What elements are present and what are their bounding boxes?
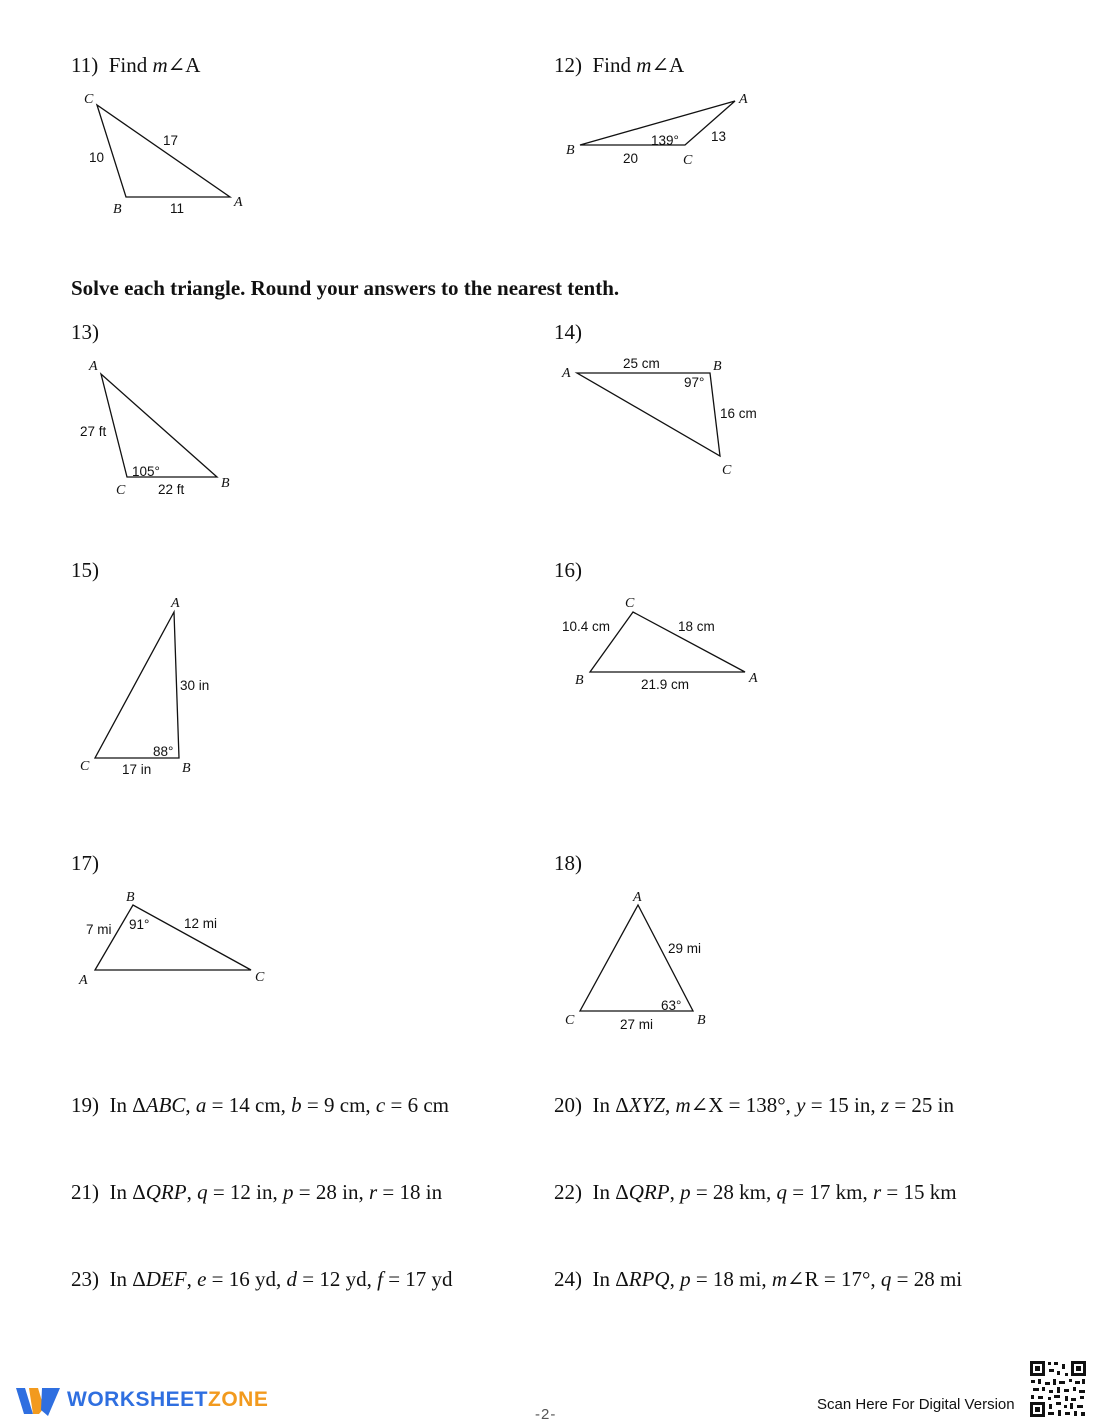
side-label-ab: 29 mi [668, 941, 702, 956]
math-text: , [185, 1093, 196, 1117]
vertex-label-b: B [126, 890, 135, 905]
math-text: In Δ [109, 1180, 146, 1204]
math-variable: d [286, 1267, 297, 1291]
math-text: = 25 in [889, 1093, 955, 1117]
vertex-label-b: B [575, 673, 584, 688]
problem-19: 19) In ΔABC, a = 14 cm, b = 9 cm, c = 6 cm [71, 1093, 449, 1117]
math-variable: e [197, 1267, 207, 1291]
problem-12-prompt: 12) Find m∠A [554, 53, 685, 77]
vertex-label-c: C [625, 596, 635, 611]
math-text: , [186, 1180, 198, 1204]
problem-20-text [593, 1093, 955, 1117]
page-number: -2- [535, 1406, 557, 1423]
side-label-cb: 27 mi [620, 1017, 654, 1032]
vertex-label-b: B [697, 1013, 706, 1028]
math-variable: m [771, 1267, 788, 1291]
math-variable: XYZ [628, 1093, 665, 1117]
math-text: = 28 km, [690, 1180, 777, 1204]
vertex-label-b: B [182, 761, 191, 776]
problem-20: 20) In ΔXYZ, m∠X = 138°, y = 15 in, z = 25 in [554, 1093, 955, 1117]
math-text: = 12 yd, [297, 1267, 378, 1291]
vertex-label-c: C [683, 153, 693, 168]
math-variable: c [375, 1093, 386, 1117]
vertex-label-c: C [255, 970, 265, 985]
side-label-bc: 20 [623, 151, 639, 166]
math-text: = 15 in, [805, 1093, 881, 1117]
side-label-cb: 10 [89, 150, 105, 165]
vertex-label-a: A [749, 671, 758, 686]
math-text: = 28 mi [891, 1267, 963, 1291]
worksheetzone-logo-icon [14, 1384, 62, 1420]
math-variable: q [880, 1267, 892, 1291]
vertex-label-b: B [221, 476, 230, 491]
triangle-figure-18 [560, 883, 730, 1043]
vertex-label-a: A [739, 92, 748, 107]
math-variable: r [368, 1180, 378, 1204]
math-text: = 17 yd [382, 1267, 453, 1291]
math-text: In Δ [109, 1267, 146, 1291]
angle-label-b: 91° [129, 917, 150, 932]
math-text: In Δ [592, 1180, 629, 1204]
problem-19-text [110, 1093, 450, 1117]
math-text: , [669, 1180, 681, 1204]
math-variable: b [291, 1093, 302, 1117]
math-variable: QRP [145, 1180, 187, 1204]
problem-23: 23) In ΔDEF, e = 16 yd, d = 12 yd, f = 17 yd [71, 1267, 453, 1291]
math-variable: y [796, 1093, 806, 1117]
vertex-label-b: B [113, 202, 122, 217]
math-text: = 17 km, [787, 1180, 873, 1204]
math-variable: ABC [145, 1093, 186, 1117]
math-variable: z [880, 1093, 890, 1117]
math-text: = 16 yd, [206, 1267, 287, 1291]
triangle-16 [590, 612, 745, 672]
math-variable: q [776, 1180, 788, 1204]
vertex-label-b: B [713, 359, 722, 374]
math-text: , [664, 1093, 676, 1117]
vertex-label-a: A [234, 195, 243, 210]
side-label-ba: 11 [170, 201, 185, 216]
brand-name: WORKSHEETZONE [67, 1388, 269, 1411]
math-text: = 12 in, [207, 1180, 284, 1204]
scan-caption: Scan Here For Digital Version [817, 1396, 1015, 1413]
vertex-label-c: C [84, 92, 94, 107]
problem-15-label: 15) [71, 558, 99, 582]
side-label-bc: 12 mi [184, 916, 218, 931]
problem-18-label: 18) [554, 851, 582, 875]
math-variable: q [197, 1180, 208, 1204]
problem-14-label: 14) [554, 320, 582, 344]
side-label-ab: 30 in [180, 678, 210, 693]
vertex-label-c: C [116, 483, 126, 498]
math-text: ∠X = 138°, [690, 1093, 797, 1117]
math-variable: p [283, 1180, 294, 1204]
math-text: , [669, 1267, 681, 1291]
vertex-label-b: B [566, 143, 575, 158]
problem-24-text [593, 1267, 963, 1291]
math-variable: f [377, 1267, 383, 1291]
math-text: , [186, 1267, 198, 1291]
math-variable: p [680, 1267, 691, 1291]
vertex-label-a: A [171, 596, 180, 611]
side-label-ac: 27 ft [80, 424, 107, 439]
problem-22: 22) In ΔQRP, p = 28 km, q = 17 km, r = 15 km [554, 1180, 957, 1204]
math-variable: m [675, 1093, 691, 1117]
triangle-11 [97, 105, 230, 197]
problem-17-label: 17) [71, 851, 99, 875]
problem-21-text [110, 1180, 443, 1204]
triangle-figure-13 [70, 350, 270, 500]
math-text: In Δ [109, 1093, 146, 1117]
math-text: = 14 cm, [206, 1093, 292, 1117]
triangle-figure-16 [555, 590, 775, 700]
triangle-18 [580, 905, 693, 1011]
problem-23-text [110, 1267, 453, 1291]
side-label-cb: 22 ft [158, 482, 185, 497]
math-variable: a [195, 1093, 207, 1117]
math-text: = 18 mi, [690, 1267, 772, 1291]
vertex-label-a: A [79, 973, 88, 988]
triangle-13 [101, 374, 217, 477]
angle-label-c: 105° [132, 464, 160, 479]
math-variable: r [872, 1180, 882, 1204]
vertex-label-a: A [562, 366, 571, 381]
math-variable: RPQ [628, 1267, 670, 1291]
side-label-bc: 10.4 cm [562, 619, 611, 634]
math-text: = 18 in [377, 1180, 443, 1204]
section-instruction: Solve each triangle. Round your answers to the nearest tenth. [71, 276, 620, 300]
angle-label-b: 88° [153, 744, 174, 759]
triangle-17 [95, 905, 251, 970]
vertex-label-c: C [80, 759, 90, 774]
triangle-figure-11 [70, 85, 270, 225]
math-text: = 15 km [881, 1180, 957, 1204]
angle-label-c: 139° [651, 133, 679, 148]
qr-code-icon[interactable] [1029, 1360, 1087, 1418]
math-variable: DEF [145, 1267, 187, 1291]
math-text: In Δ [592, 1093, 629, 1117]
math-text: In Δ [592, 1267, 629, 1291]
side-label-ab: 25 cm [623, 356, 660, 371]
side-label-ca: 17 [163, 133, 179, 148]
problem-16-label: 16) [554, 558, 582, 582]
triangle-figure-14 [555, 350, 785, 490]
problem-13-label: 13) [71, 320, 99, 344]
side-label-cb: 17 in [122, 762, 152, 777]
angle-label-b: 63° [661, 998, 682, 1013]
problem-24: 24) In ΔRPQ, p = 18 mi, m∠R = 17°, q = 28 mi [554, 1267, 963, 1291]
triangle-figure-17 [70, 883, 290, 993]
vertex-label-c: C [565, 1013, 575, 1028]
vertex-label-a: A [89, 359, 98, 374]
math-text: ∠R = 17°, [787, 1267, 881, 1291]
side-label-ca: 18 cm [678, 619, 715, 634]
angle-label-b: 97° [684, 375, 705, 390]
vertex-label-c: C [722, 463, 732, 478]
math-text: = 28 in, [293, 1180, 369, 1204]
side-label-ab: 7 mi [86, 922, 112, 937]
side-label-ba: 21.9 cm [641, 677, 690, 692]
vertex-label-a: A [633, 890, 642, 905]
side-label-ca: 13 [711, 129, 727, 144]
math-variable: p [680, 1180, 691, 1204]
math-text: = 6 cm [385, 1093, 449, 1117]
problem-22-text [593, 1180, 957, 1204]
problem-11-prompt: 11) Find m∠A [71, 53, 201, 77]
math-variable: QRP [628, 1180, 670, 1204]
triangle-figure-12 [560, 85, 770, 180]
side-label-bc: 16 cm [720, 406, 757, 421]
math-text: = 9 cm, [301, 1093, 376, 1117]
problem-21: 21) In ΔQRP, q = 12 in, p = 28 in, r = 18 in [71, 1180, 443, 1204]
triangle-15 [95, 612, 179, 758]
triangle-figure-15 [70, 590, 240, 790]
